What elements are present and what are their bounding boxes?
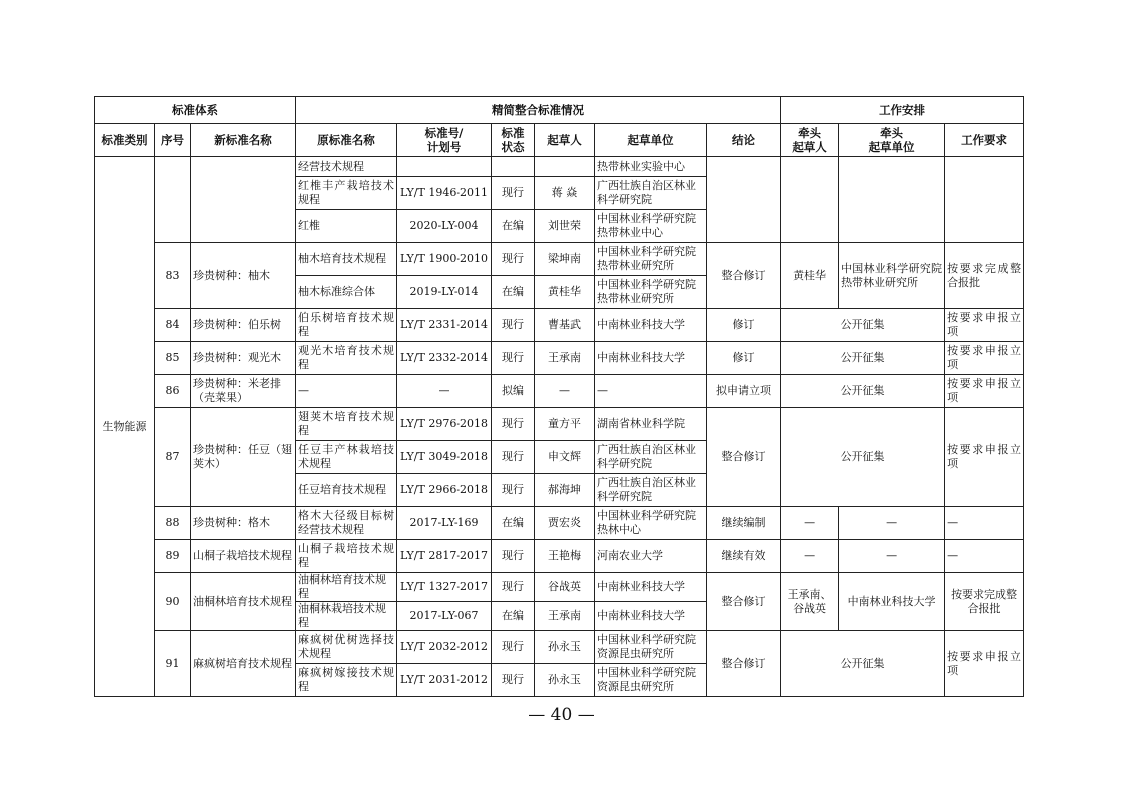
new-name-cell: 珍贵树种：任豆（翅荚木）	[191, 408, 296, 507]
new-name-cell: 珍贵树种：柚木	[191, 243, 296, 309]
standards-table	[94, 96, 1024, 697]
status-cell: 拟编	[492, 375, 535, 408]
lead-cell: 王承南、谷战英	[781, 573, 839, 631]
header-consolidation: 精简整合标准情况	[296, 97, 781, 124]
table-row	[95, 309, 1024, 342]
status-cell: 现行	[492, 474, 535, 507]
code-cell: LY/T 1327-2017	[397, 573, 492, 602]
number-cell: 88	[155, 507, 191, 540]
code-cell	[397, 157, 492, 177]
header-group-row	[95, 97, 1024, 124]
orig-name-cell: 任豆培育技术规程	[296, 474, 397, 507]
conclusion-cell: 拟申请立项	[707, 375, 781, 408]
orig-name-cell: 山桐子栽培技术规程	[296, 540, 397, 573]
status-cell: 现行	[492, 631, 535, 664]
number-cell: 86	[155, 375, 191, 408]
drafter-cell: 贾宏炎	[535, 507, 595, 540]
drafter-cell: 申文辉	[535, 441, 595, 474]
number-cell: 84	[155, 309, 191, 342]
unit-cell: 广西壮族自治区林业科学研究院	[595, 177, 707, 210]
lead-cell: —	[781, 540, 839, 573]
header-standard-system: 标准体系	[95, 97, 296, 124]
table-row	[95, 408, 1024, 441]
orig-name-cell: 红椎丰产栽培技术规程	[296, 177, 397, 210]
number-cell: 87	[155, 408, 191, 507]
unit-cell: 中南林业科技大学	[595, 602, 707, 631]
requirement-cell	[945, 157, 1024, 243]
orig-name-cell: 柚木标准综合体	[296, 276, 397, 309]
conclusion-cell: 整合修订	[707, 408, 781, 507]
code-cell: 2020-LY-004	[397, 210, 492, 243]
requirement-cell: 按要求申报立项	[945, 342, 1024, 375]
col-status-line1: 标准	[501, 126, 525, 140]
conclusion-cell: 修订	[707, 309, 781, 342]
table-row	[95, 507, 1024, 540]
drafter-cell: 郝海坤	[535, 474, 595, 507]
code-cell: 2019-LY-014	[397, 276, 492, 309]
number-cell: 85	[155, 342, 191, 375]
drafter-cell: 王艳梅	[535, 540, 595, 573]
work-cell: 公开征集	[781, 375, 945, 408]
lead-unit-cell: 中南林业科技大学	[839, 573, 945, 631]
orig-name-cell: —	[296, 375, 397, 408]
unit-cell: —	[595, 375, 707, 408]
col-lead-line1: 牵头	[798, 126, 822, 140]
number-cell: 89	[155, 540, 191, 573]
lead-cell	[781, 157, 839, 243]
work-cell: 公开征集	[781, 631, 945, 697]
code-cell: LY/T 2031-2012	[397, 664, 492, 697]
unit-cell: 中国林业科学研究院资源昆虫研究所	[595, 664, 707, 697]
conclusion-cell: 整合修订	[707, 243, 781, 309]
new-name-cell: 麻疯树培育技术规程	[191, 631, 296, 697]
col-lead-drafter	[781, 124, 839, 157]
status-cell: 现行	[492, 342, 535, 375]
requirement-cell: 按要求申报立项	[945, 408, 1024, 507]
header-column-row	[95, 124, 1024, 157]
status-cell: 现行	[492, 540, 535, 573]
col-lead-unit-line1: 牵头	[880, 126, 904, 140]
code-cell: 2017-LY-169	[397, 507, 492, 540]
unit-cell: 中南林业科技大学	[595, 573, 707, 602]
orig-name-cell: 格木大径级目标树经营技术规程	[296, 507, 397, 540]
orig-name-cell: 红椎	[296, 210, 397, 243]
unit-cell: 中南林业科技大学	[595, 309, 707, 342]
number-cell: 91	[155, 631, 191, 697]
col-lead-line2: 起草人	[792, 140, 827, 154]
conclusion-cell: 继续有效	[707, 540, 781, 573]
unit-cell: 广西壮族自治区林业科学研究院	[595, 441, 707, 474]
work-cell: 公开征集	[781, 342, 945, 375]
new-name-cell	[191, 157, 296, 243]
drafter-cell: —	[535, 375, 595, 408]
status-cell: 现行	[492, 177, 535, 210]
col-category: 标准类别	[95, 124, 155, 157]
table-row	[95, 631, 1024, 664]
drafter-cell: 黄桂华	[535, 276, 595, 309]
status-cell: 在编	[492, 276, 535, 309]
table-row	[95, 573, 1024, 602]
number-cell: 90	[155, 573, 191, 631]
conclusion-cell: 整合修订	[707, 631, 781, 697]
col-new-name: 新标准名称	[191, 124, 296, 157]
number-cell: 83	[155, 243, 191, 309]
col-drafter: 起草人	[535, 124, 595, 157]
conclusion-cell: 修订	[707, 342, 781, 375]
unit-cell: 中国林业科学研究院热带林业研究所	[595, 243, 707, 276]
number-cell	[155, 157, 191, 243]
status-cell: 现行	[492, 573, 535, 602]
drafter-cell: 曹基武	[535, 309, 595, 342]
requirement-cell: 按要求申报立项	[945, 631, 1024, 697]
code-cell: LY/T 2331-2014	[397, 309, 492, 342]
orig-name-cell: 柚木培育技术规程	[296, 243, 397, 276]
unit-cell: 湖南省林业科学院	[595, 408, 707, 441]
new-name-cell: 珍贵树种：伯乐树	[191, 309, 296, 342]
unit-cell: 中国林业科学研究院热带林业研究所	[595, 276, 707, 309]
new-name-cell: 珍贵树种：观光木	[191, 342, 296, 375]
page-number: — 40 —	[528, 705, 595, 725]
code-cell: —	[397, 375, 492, 408]
table-row	[95, 243, 1024, 276]
status-cell: 现行	[492, 664, 535, 697]
col-orig-name: 原标准名称	[296, 124, 397, 157]
col-requirement: 工作要求	[945, 124, 1024, 157]
unit-cell: 广西壮族自治区林业科学研究院	[595, 474, 707, 507]
unit-cell: 中南林业科技大学	[595, 342, 707, 375]
col-lead-unit	[839, 124, 945, 157]
table-row	[95, 157, 1024, 177]
requirement-cell: 按要求完成整合报批	[945, 243, 1024, 309]
orig-name-cell: 任豆丰产林栽培技术规程	[296, 441, 397, 474]
status-cell: 在编	[492, 602, 535, 631]
col-status-line2: 状态	[501, 140, 525, 154]
conclusion-cell: 整合修订	[707, 573, 781, 631]
code-cell: LY/T 3049-2018	[397, 441, 492, 474]
status-cell: 现行	[492, 243, 535, 276]
lead-unit-cell: —	[839, 507, 945, 540]
col-code	[397, 124, 492, 157]
drafter-cell: 梁坤南	[535, 243, 595, 276]
col-status	[492, 124, 535, 157]
code-cell: 2017-LY-067	[397, 602, 492, 631]
drafter-cell: 王承南	[535, 602, 595, 631]
orig-name-cell: 观光木培育技术规程	[296, 342, 397, 375]
code-cell: LY/T 2817-2017	[397, 540, 492, 573]
orig-name-cell: 翅荚木培育技术规程	[296, 408, 397, 441]
orig-name-cell: 麻疯树优树选择技术规程	[296, 631, 397, 664]
table-row	[95, 342, 1024, 375]
drafter-cell: 孙永玉	[535, 664, 595, 697]
requirement-cell: 按要求申报立项	[945, 309, 1024, 342]
lead-cell: —	[781, 507, 839, 540]
requirement-cell: —	[945, 540, 1024, 573]
work-cell: 公开征集	[781, 408, 945, 507]
requirement-cell: —	[945, 507, 1024, 540]
status-cell: 在编	[492, 210, 535, 243]
drafter-cell: 童方平	[535, 408, 595, 441]
requirement-cell: 按要求完成整合报批	[945, 573, 1024, 631]
drafter-cell: 刘世荣	[535, 210, 595, 243]
status-cell	[492, 157, 535, 177]
new-name-cell: 山桐子栽培技术规程	[191, 540, 296, 573]
orig-name-cell: 油桐林培育技术规程	[296, 573, 397, 602]
lead-unit-cell: —	[839, 540, 945, 573]
drafter-cell: 蒋 焱	[535, 177, 595, 210]
drafter-cell: 谷战英	[535, 573, 595, 602]
code-cell: LY/T 2332-2014	[397, 342, 492, 375]
status-cell: 现行	[492, 309, 535, 342]
col-unit: 起草单位	[595, 124, 707, 157]
code-cell: LY/T 2966-2018	[397, 474, 492, 507]
new-name-cell: 珍贵树种：米老排（壳菜果）	[191, 375, 296, 408]
conclusion-cell: 继续编制	[707, 507, 781, 540]
orig-name-cell: 经营技术规程	[296, 157, 397, 177]
status-cell: 现行	[492, 408, 535, 441]
code-cell: LY/T 2032-2012	[397, 631, 492, 664]
unit-cell: 热带林业实验中心	[595, 157, 707, 177]
drafter-cell	[535, 157, 595, 177]
table-row	[95, 375, 1024, 408]
status-cell: 现行	[492, 441, 535, 474]
header-work-plan: 工作安排	[781, 97, 1024, 124]
orig-name-cell: 麻疯树嫁接技术规程	[296, 664, 397, 697]
conclusion-cell	[707, 157, 781, 243]
code-cell: LY/T 1900-2010	[397, 243, 492, 276]
col-code-line2: 计划号	[426, 140, 462, 154]
drafter-cell: 王承南	[535, 342, 595, 375]
col-number: 序号	[155, 124, 191, 157]
requirement-cell: 按要求申报立项	[945, 375, 1024, 408]
code-cell: LY/T 2976-2018	[397, 408, 492, 441]
category-cell: 生物能源	[95, 157, 155, 697]
lead-cell: 黄桂华	[781, 243, 839, 309]
status-cell: 在编	[492, 507, 535, 540]
drafter-cell: 孙永玉	[535, 631, 595, 664]
unit-cell: 中国林业科学研究院资源昆虫研究所	[595, 631, 707, 664]
col-code-line1: 标准号/	[424, 126, 464, 140]
lead-unit-cell	[839, 157, 945, 243]
new-name-cell: 油桐林培育技术规程	[191, 573, 296, 631]
orig-name-cell: 伯乐树培育技术规程	[296, 309, 397, 342]
work-cell: 公开征集	[781, 309, 945, 342]
unit-cell: 河南农业大学	[595, 540, 707, 573]
new-name-cell: 珍贵树种：格木	[191, 507, 296, 540]
unit-cell: 中国林业科学研究院热带林业中心	[595, 210, 707, 243]
unit-cell: 中国林业科学研究院热林中心	[595, 507, 707, 540]
orig-name-cell: 油桐林栽培技术规程	[296, 602, 397, 631]
lead-unit-cell: 中国林业科学研究院热带林业研究所	[839, 243, 945, 309]
code-cell: LY/T 1946-2011	[397, 177, 492, 210]
table-row	[95, 540, 1024, 573]
col-lead-unit-line2: 起草单位	[868, 140, 915, 154]
col-conclusion: 结论	[707, 124, 781, 157]
